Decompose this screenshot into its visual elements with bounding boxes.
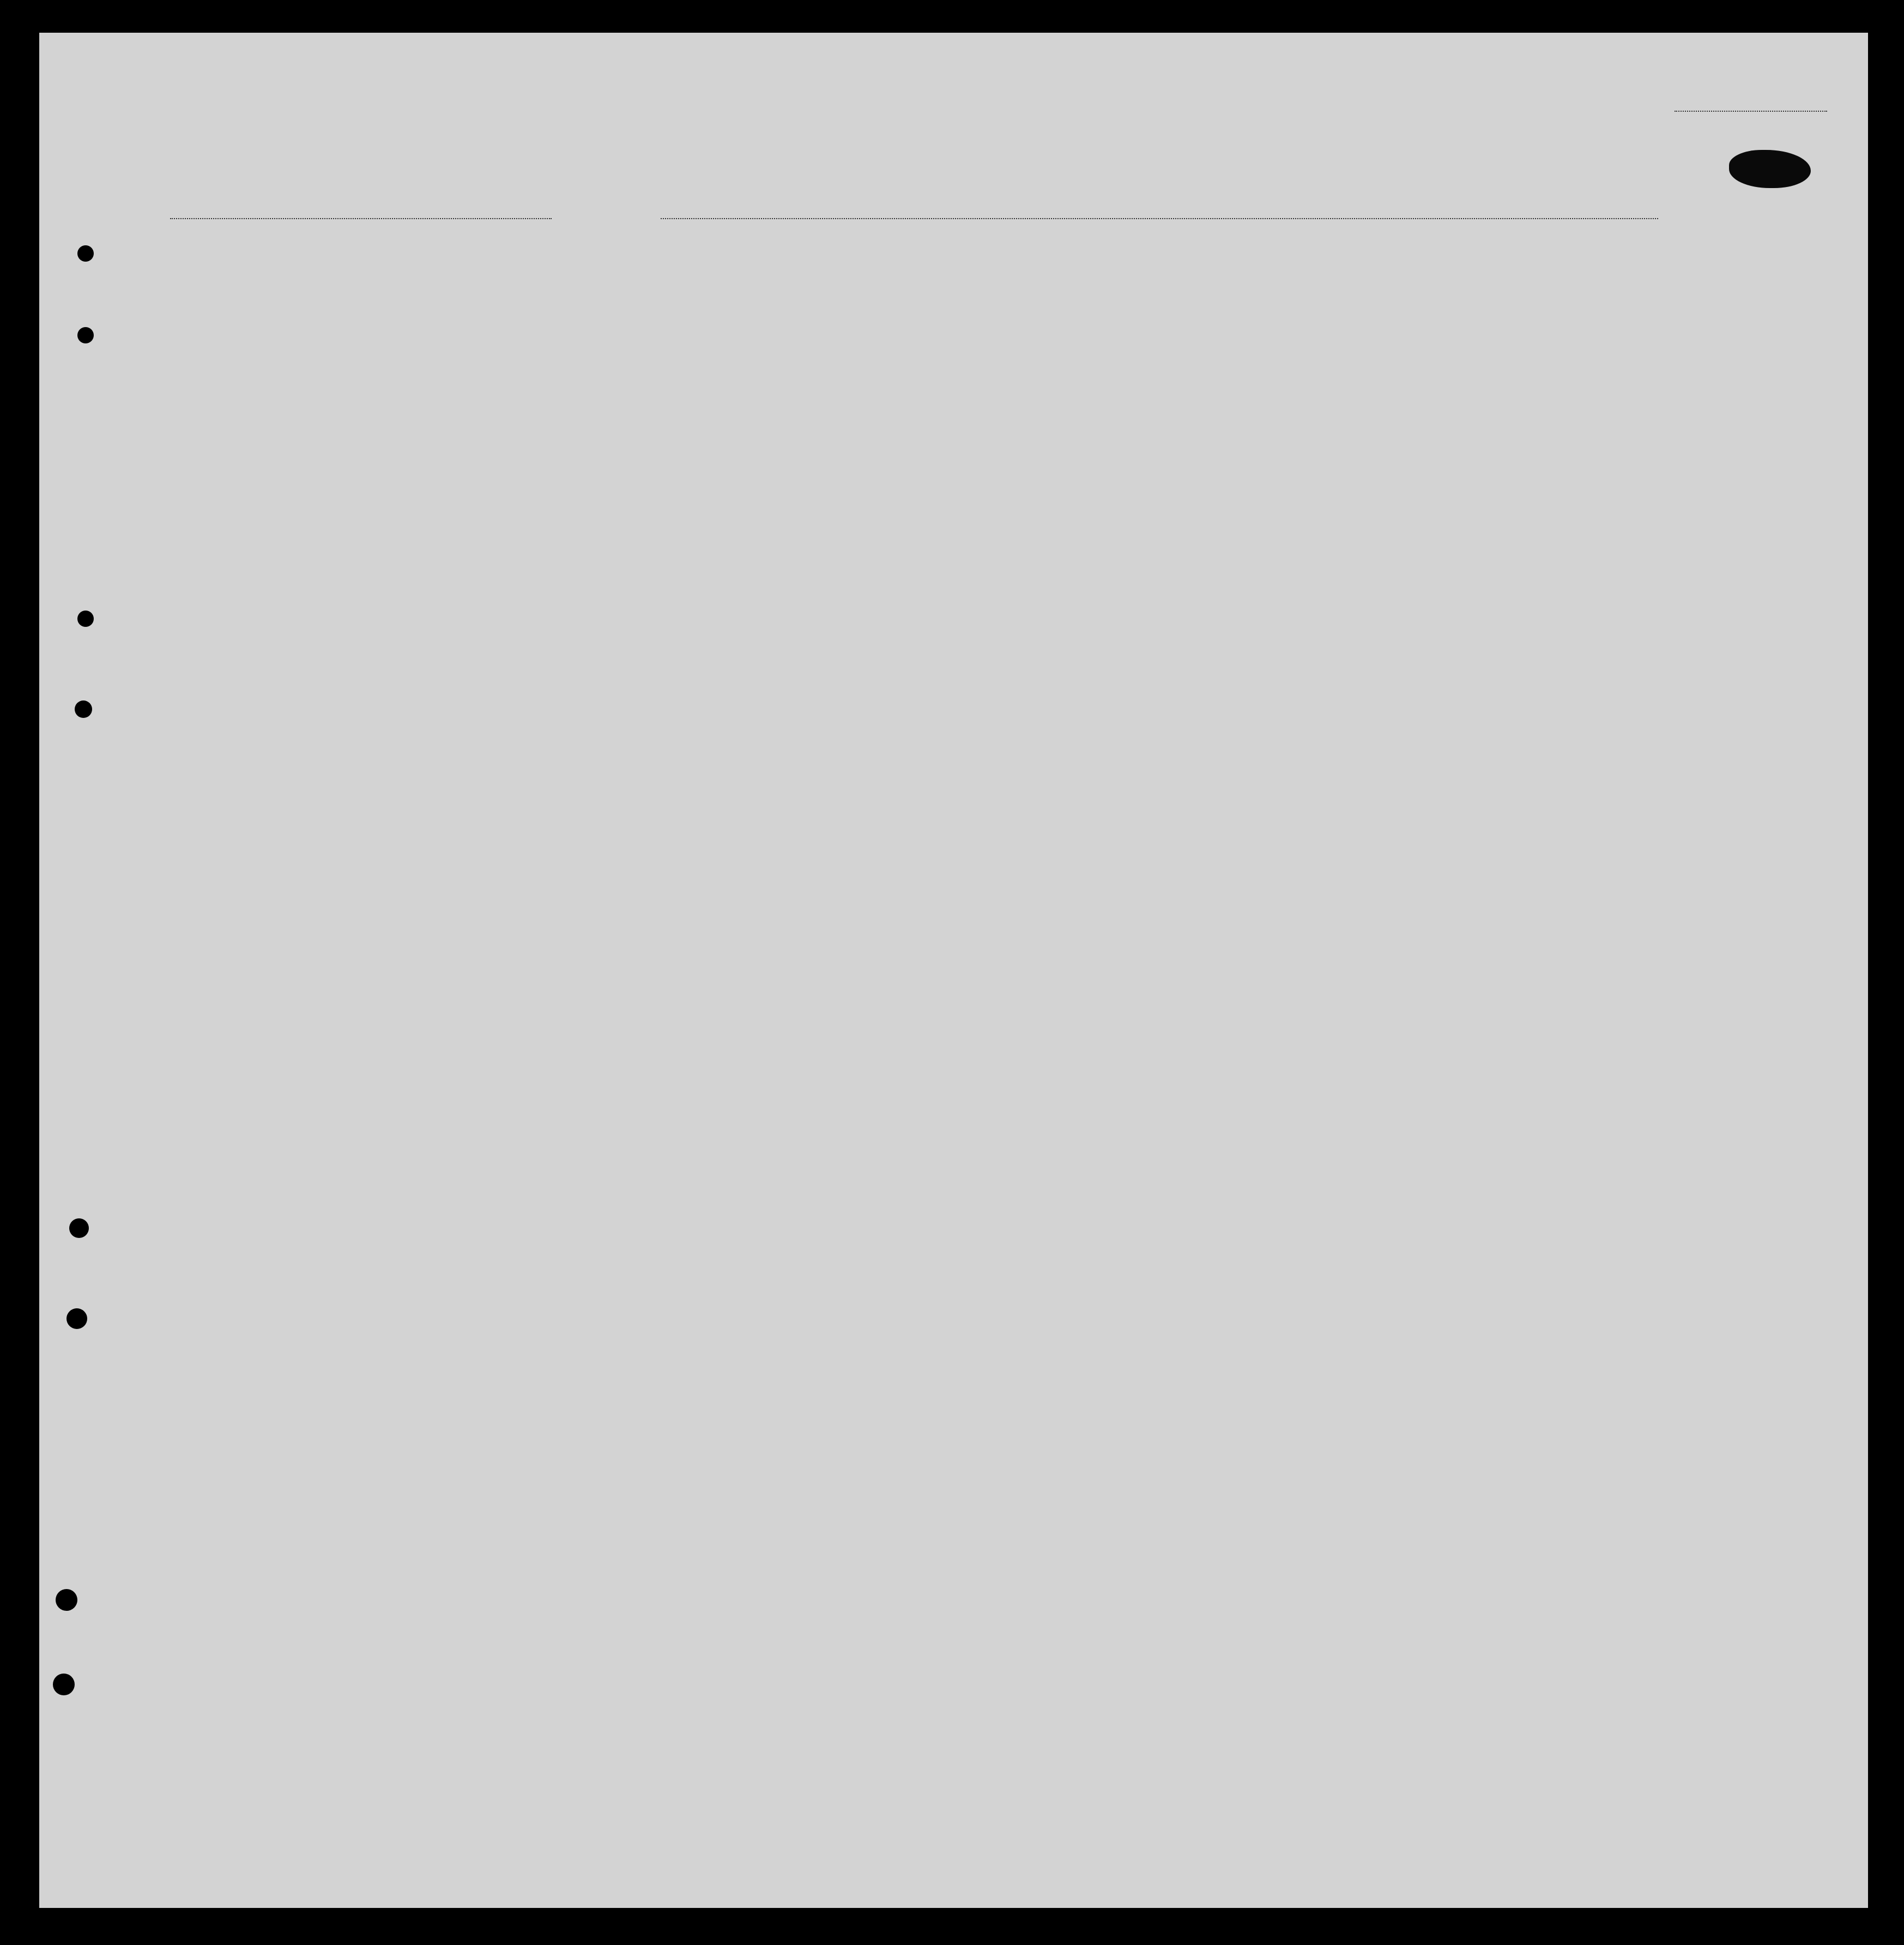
binder-hole [53,1674,75,1695]
binder-hole [77,327,94,343]
binder-hole [77,611,94,627]
binder-hole [75,700,92,718]
binder-hole [77,245,94,262]
manifest-sheet [39,33,1868,1908]
binder-hole [69,1218,89,1238]
binder-hole [56,1589,77,1611]
binder-hole [67,1308,87,1329]
table-grid [39,33,1868,1908]
